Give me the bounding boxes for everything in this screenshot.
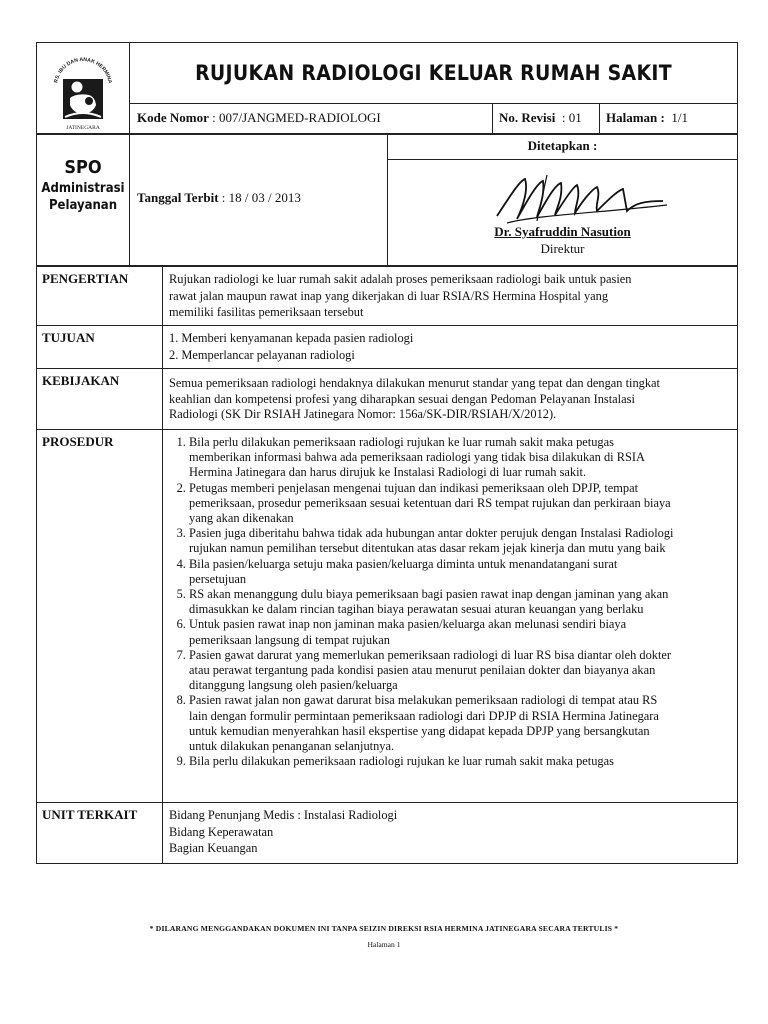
kebijakan-line: Semua pemeriksaan radiologi hendaknya dilakukan menurut standar yang tepat dan dengan tingkat: [169, 376, 660, 390]
document-title: RUJUKAN RADIOLOGI KELUAR RUMAH SAKIT: [195, 61, 672, 85]
pengertian-line: Rujukan radiologi ke luar rumah sakit adalah proses pemeriksaan radiologi baik untuk pasien: [169, 272, 632, 286]
prosedur-item: [189, 648, 729, 694]
prosedur-item: [189, 557, 729, 587]
kebijakan-label: KEBIJAKAN: [37, 369, 163, 429]
tanggal-terbit-label: Tanggal Terbit: [137, 190, 219, 205]
kebijakan-line: Radiologi (SK Dir RSIAH Jatinegara Nomor: 156a/SK-DIR/RSIAH/X/2012).: [169, 407, 557, 421]
spo-line-1: Administrasi: [41, 181, 125, 196]
tujuan-content: [163, 326, 737, 368]
logo-top-text: RS. IBU DAN ANAK HERMINA: [53, 56, 113, 85]
prosedur-line: Hermina Jatinegara dan harus dirujuk ke Instalasi Radiologi di luar rumah sakit.: [189, 465, 587, 480]
row-prosedur: [37, 429, 737, 802]
document-header: [36, 42, 738, 266]
prosedur-line: 2. Petugas memberi penjelasan mengenai tujuan dan indikasi pemeriksaan oleh DPJP, tempat: [189, 480, 639, 495]
halaman-value: 1/1: [664, 110, 688, 125]
spo-title: SPO: [64, 157, 102, 178]
tanggal-terbit-row: [137, 188, 382, 208]
prosedur-line: 5. RS akan menanggung dulu biaya pemeriksaan bagi pasien rawat inap dengan jaminan yang akan: [189, 587, 669, 602]
row-kebijakan: [37, 368, 737, 429]
sop-table: [36, 266, 738, 864]
halaman-row: [606, 103, 736, 133]
logo-bottom-text: JATINEGARA: [66, 125, 100, 131]
row-unit-terkait: [37, 802, 737, 863]
kode-nomor-value: : 007/JANGMED-RADIOLOGI: [208, 110, 381, 125]
kode-nomor-label: Kode Nomor: [137, 110, 209, 125]
prosedur-item: [189, 754, 729, 769]
prosedur-line: pemeriksaan, prosedur pemeriksaan sesuai ketentuan dari RS tempat rujukan dan perkiraan biaya: [189, 495, 671, 510]
pengertian-label: PENGERTIAN: [37, 267, 163, 325]
ditetapkan-label: Ditetapkan :: [527, 138, 598, 153]
row-tujuan: [37, 325, 737, 368]
prosedur-line: dimasukkan ke dalam rincian tagihan biaya perawatan sesuai aturan keuangan yang berlaku: [189, 602, 644, 617]
signer-name: Dr. Syafruddin Nasution: [494, 224, 631, 239]
prosedur-label: PROSEDUR: [37, 430, 163, 802]
hospital-logo: [37, 43, 129, 133]
prosedur-line: untuk dilakukan penanganan selanjutnya.: [189, 739, 395, 754]
kebijakan-content: [163, 369, 737, 429]
unit-terkait-line: Bidang Keperawatan: [169, 824, 274, 839]
prosedur-list: [169, 435, 729, 769]
footer-page-number: Halaman 1: [367, 940, 401, 949]
kebijakan-line: keahlian dan kompetensi profesi yang diharapkan sesuai dengan Pedoman Pelayanan Instalasi: [169, 391, 635, 406]
prosedur-item: [189, 435, 729, 481]
pengertian-line: memiliki fasilitas pemeriksaan tersebut: [169, 305, 364, 319]
halaman-label: Halaman :: [606, 110, 665, 125]
signer-title: Direktur: [540, 241, 585, 256]
tanggal-terbit-value: : 18 / 03 / 2013: [218, 190, 301, 205]
kode-nomor-row: [137, 103, 487, 133]
prosedur-line: 6. Untuk pasien rawat inap non jaminan maka pasien/keluarga akan melunasi sendiri biaya: [189, 617, 627, 632]
signature-icon: [477, 161, 677, 231]
pengertian-line: rawat jalan maupun rawat inap yang dikerjakan di luar RSIA/RS Hermina Hospital yang: [169, 288, 609, 303]
prosedur-line: memberikan informasi bahwa ada pemeriksaan radiologi yang tidak bisa dilakukan di RSIA: [189, 450, 645, 465]
prosedur-line: rujukan namun pemilihan tersebut ditentukan atas dasar rekam jejak kinerja dan mutu yang baik: [189, 541, 666, 556]
spo-block: [37, 135, 129, 267]
footer-notice: * DILARANG MENGGANDAKAN DOKUMEN INI TANPA SEIZIN DIREKSI RSIA HERMINA JATINEGARA SECARA TERTULIS *: [149, 924, 619, 933]
prosedur-content: [163, 430, 737, 802]
tujuan-item: 1. Memberi kenyamanan kepada pasien radiologi: [169, 331, 414, 345]
prosedur-line: 4. Bila pasien/keluarga setuju maka pasien/keluarga diminta untuk menandatangani surat: [189, 556, 618, 571]
prosedur-item: [189, 617, 729, 647]
unit-terkait-line: Bagian Keuangan: [169, 841, 258, 855]
prosedur-line: atau perawat tergantung pada kondisi pasien atau menurut penilaian dokter dan biayanya akan: [189, 663, 656, 678]
hermina-logo-icon: [37, 43, 129, 133]
prosedur-item: [189, 693, 729, 754]
revisi-row: [499, 103, 595, 133]
tujuan-label: TUJUAN: [37, 326, 163, 368]
pengertian-content: [163, 267, 737, 325]
prosedur-item: [189, 481, 729, 527]
prosedur-line: lain dengan formulir permintaan pemeriksaan radiologi dari DPJP di RSIA Hermina Jatinegara: [189, 708, 659, 723]
unit-terkait-line: Bidang Penunjang Medis : Instalasi Radiologi: [169, 808, 398, 822]
revisi-label: No. Revisi: [499, 110, 556, 125]
unit-terkait-content: [163, 803, 737, 863]
prosedur-line: 8. Pasien rawat jalan non gawat darurat bisa melakukan pemeriksaan radiologi di tempat atau RS: [189, 693, 658, 708]
prosedur-line: 1. Bila perlu dilakukan pemeriksaan radiologi rujukan ke luar rumah sakit maka petugas: [189, 435, 614, 449]
spo-line-2: Pelayanan: [48, 198, 118, 213]
tujuan-item: 2. Memperlancar pelayanan radiologi: [169, 348, 355, 362]
revisi-value: : 01: [555, 110, 582, 125]
prosedur-line: untuk kemudian menyerahkan hasil ekspertise yang didapat kepada DPJP yang bersangkutan: [189, 723, 650, 738]
prosedur-line: 9. Bila perlu dilakukan pemeriksaan radiologi rujukan ke luar rumah sakit maka petugas: [189, 754, 614, 769]
row-pengertian: [37, 266, 737, 325]
prosedur-line: 3. Pasien juga diberitahu bahwa tidak ada hubungan antar dokter perujuk dengan Instalasi Radiologi: [189, 526, 674, 541]
prosedur-line: yang akan dikenakan: [189, 511, 294, 526]
prosedur-item: [189, 526, 729, 556]
unit-terkait-label: UNIT TERKAIT: [37, 803, 163, 863]
prosedur-line: ditanggung langsung oleh pasien/keluarga: [189, 678, 398, 693]
prosedur-line: 7. Pasien gawat darurat yang memerlukan pemeriksaan radiologi di luar RS bisa diantar oleh dokter: [189, 647, 672, 662]
prosedur-line: persetujuan: [189, 571, 247, 586]
prosedur-line: pemeriksaan langsung di tempat rujukan: [189, 632, 390, 647]
prosedur-item: [189, 587, 729, 617]
